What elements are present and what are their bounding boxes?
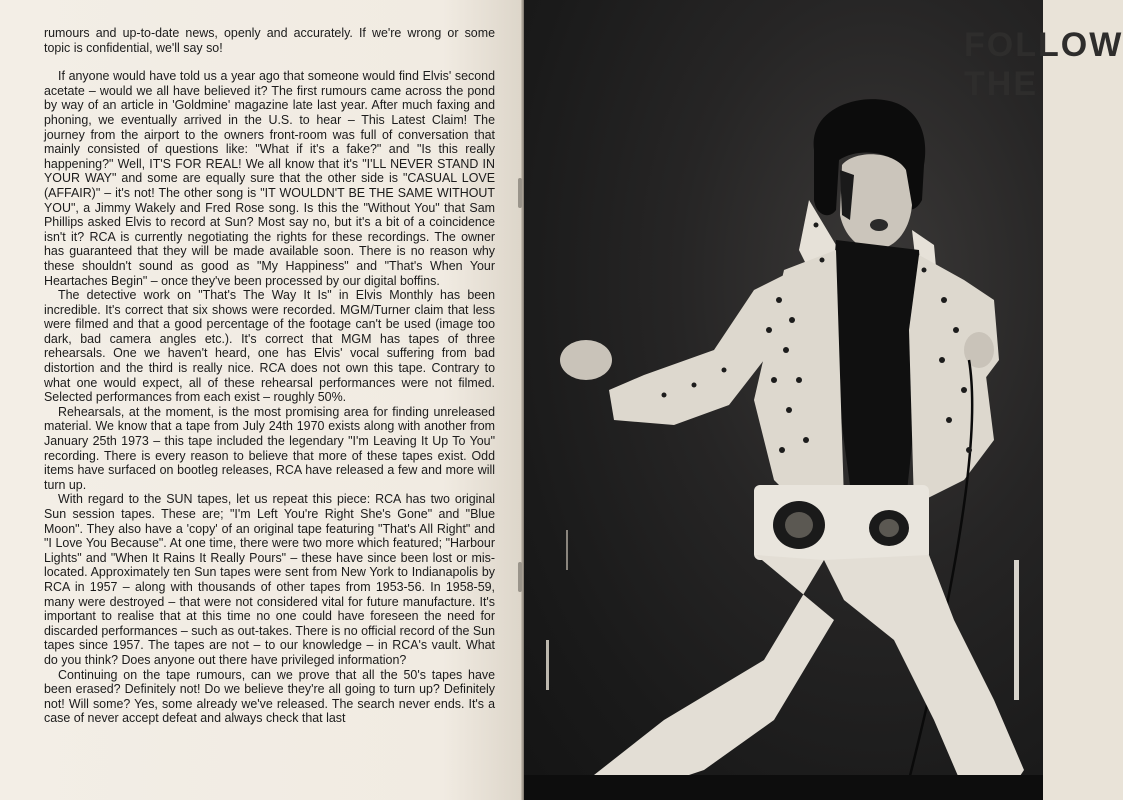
article-paragraph: The detective work on "That's The Way It Is" in Elvis Monthly has been incredible. It's correct that six shows were recorded. MGM/Turner claim that less were filmed and that a good percentage of the footage can't be used (image too dark, bad camera angles etc.). It's correct that MGM has tapes of three rehearsals. One we haven't heard, one has Elvis' vocal suffering from bad distortion and the third is really nice. RCA does not own this tape. Contrary to what one would expect, all of these rehearsal performances were not filmed. Selected performances from each exist – roughly 50%.	[44, 288, 495, 405]
article-paragraph: With regard to the SUN tapes, let us repeat this piece: RCA has two original Sun session tapes. These are; "I'm Left You're Right She's Gone" and "Blue Moon". They also have a 'copy' of an original tape featuring "That's All Right" and "I Love You Because". At one time, there were two more which featured; "Harbour Lights" and "When It Rains It Really Pours" – these have since been lost or mis-located. Approximately ten Sun tapes were sent from New York to Indianapolis by RCA in 1957 – along with thousands of other tapes from 1953-56. In 1958-59, many were destroyed – that were not considered vital for future manufacture. It's important to realise that at this time no one could have foreseen the need for discarded performances – such as out-takes. There is no official record of the Sun tapes since 1957. The tapes are not – to our knowledge – in RCA's vault. What do you think? Does anyone out there have privileged information?	[44, 492, 495, 667]
article-paragraph: rumours and up-to-date news, openly and accurately. If we're wrong or some topic is confidential, we'll say so!	[44, 26, 495, 55]
light-streak	[546, 640, 549, 690]
right-leg	[824, 555, 1024, 800]
article-paragraph: If anyone would have told us a year ago that someone would find Elvis' second acetate – would we all have believed it? The first rumours came across the pond by way of an article in 'Goldmine' magazine late last year. After much faxing and phoning, we eventually arrived in the U.S. to hear – This Latest Claim! The journey from the airport to the owners front-room was full of conversation that mainly consisted of questions like: "What if it's a fake?" and "Is this really happening?" Well, IT'S FOR REAL! We all know that it's "I'LL NEVER STAND IN YOUR WAY" and some are equally sure that the other side is "CASUAL LOVE (AFFAIR)" – it's not! The other song is "IT WOULDN'T BE THE SAME WITHOUT YOU", a Jimmy Wakely and Fred Rose song. Is this the "Without You" that Sam Phillips asked Elvis to record at Sun? Most say no, but it's a bit of a coincidence isn't it? RCA is currently negotiating the rights for these recordings. The owner has guaranteed that they will be made available soon. There is no reason why these shouldn't sound as good as "My Happiness" and "That's When Your Heartaches Begin" – once they've been processed by our digital boffins.	[44, 69, 495, 288]
staple	[518, 562, 522, 592]
performer-photo	[524, 0, 1043, 800]
article-paragraph: Rehearsals, at the moment, is the most promising area for finding unreleased material. We know that a tape from July 24th 1970 exists along with another from January 25th 1973 – this tape included the legendary "I'm Leaving It Up To You" recording. There is every reason to believe that more of these tapes exist. Odd items have surfaced on bootleg releases, RCA have released a few and more will turn up.	[44, 404, 495, 492]
left-page	[0, 0, 521, 800]
left-hand	[560, 340, 612, 380]
article-paragraph: Continuing on the tape rumours, can we prove that all the 50's tapes have been erased? Definitely not! Do we believe they're all going to turn up? Definitely not! Will some? Yes, some already we've released. The search never ends. It's a case of never accept defeat and always check that last	[44, 667, 495, 726]
right-page-photo	[524, 0, 1123, 800]
bleed-through-heading: FOLLOW THE	[964, 26, 1123, 103]
stage-floor	[524, 775, 1043, 800]
light-streak	[566, 530, 568, 570]
left-leg	[594, 555, 834, 800]
staple	[518, 178, 522, 208]
light-streak	[1014, 560, 1019, 700]
